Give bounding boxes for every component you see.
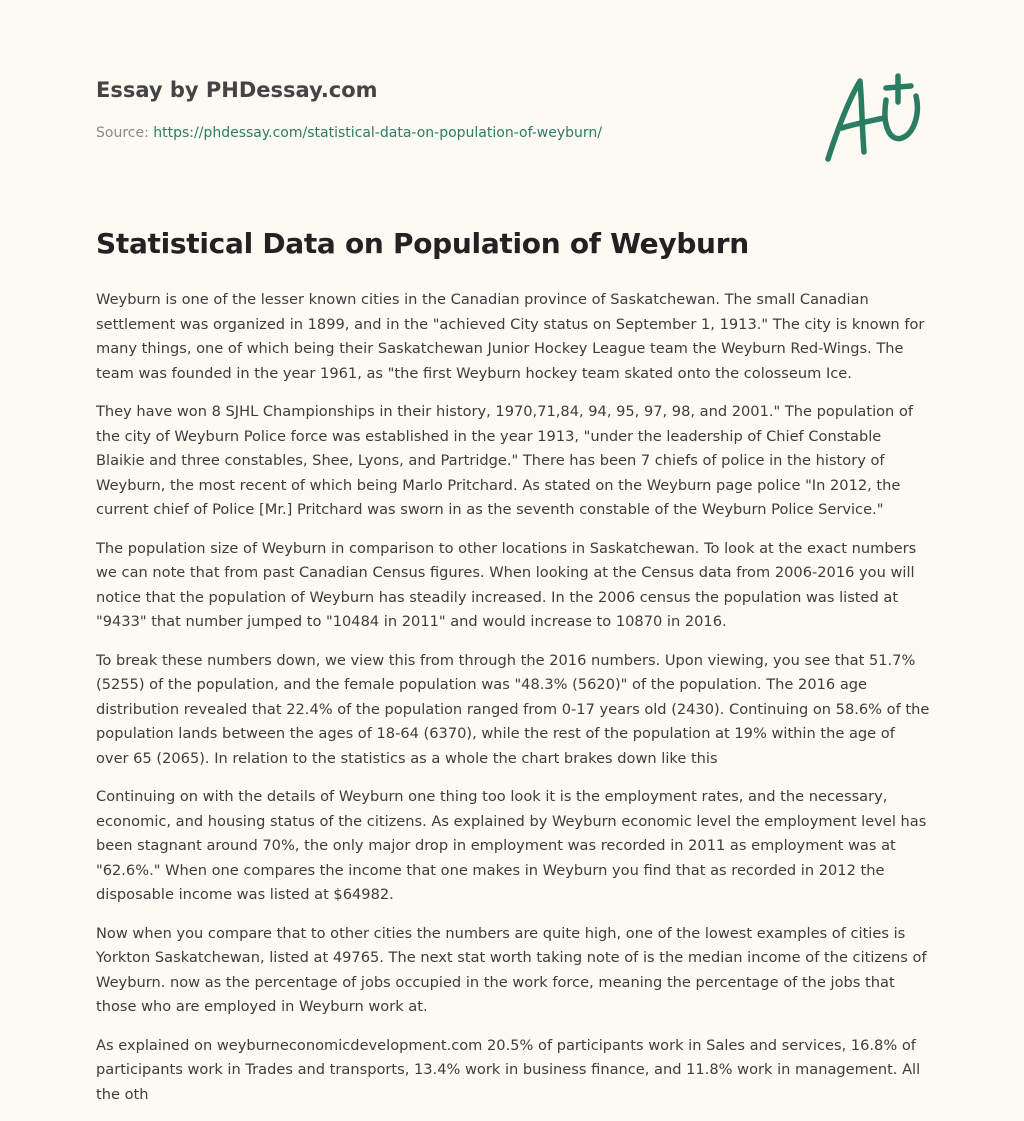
source-link[interactable]: https://phdessay.com/statistical-data-on-population-of-weyburn/ <box>153 125 602 141</box>
source-label: Source: <box>96 125 154 141</box>
article-paragraph: Weyburn is one of the lesser known cities in the Canadian province of Saskatchewan. The small Canadian settlement was organized in 1899, and in the "achieved City status on September 1, 1913." The city is known for many things, one of which being their Saskatchewan Junior Hockey League team the Weyburn Red-Wings. The team was founded in the year 1961, as "the first Weyburn hockey team skated onto the colosseum Ice. <box>96 291 925 382</box>
source-line <box>96 123 796 143</box>
a-plus-logo-icon <box>818 66 930 166</box>
article-paragraph: They have won 8 SJHL Championships in their history, 1970,71,84, 94, 95, 97, 98, and 2001." The population of the city of Weyburn Police force was established in the year 1913, "under the leadership of Chief Constable Blaikie and three constables, Shee, Lyons, and Partridge." There has been 7 chiefs of police in the history of Weyburn, the most recent of which being Marlo Pritchard. As stated on the Weyburn page police "In 2012, the current chief of Police [Mr.] Pritchard was sworn in as the seventh constable of the Weyburn Police Service." <box>96 403 914 518</box>
article-paragraph: To break these numbers down, we view this from through the 2016 numbers. Upon viewing, you see that 51.7% (5255) of the population, and the female population was "48.3% (5620)" of the population. The 2016 age distribution revealed that 22.4% of the population ranged from 0-17 years old (2430). Continuing on 58.6% of the population lands between the ages of 18-64 (6370), while the rest of the population at 19% within the age of over 65 (2065). In relation to the statistics as a whole the chart brakes down like this <box>96 651 930 767</box>
article-title: Statistical Data on Population of Weyburn <box>96 227 749 260</box>
article <box>96 224 932 1121</box>
brand-name: Essay by PHDessay.com <box>96 78 378 102</box>
article-paragraph: As explained on weyburneconomicdevelopment.com 20.5% of participants work in Sales and services, 16.8% of participants work in Trades and transports, 13.4% work in business finance, and 11.8% work in management. All the oth <box>96 1036 921 1103</box>
essay-header <box>96 76 796 143</box>
article-paragraph: The population size of Weyburn in comparison to other locations in Saskatchewan. To look at the exact numbers we can note that from past Canadian Census figures. When looking at the Census data from 2006-2016 you will notice that the population of Weyburn has steadily increased. In the 2006 census the population was listed at "9433" that number jumped to "10484 in 2011" and would increase to 10870 in 2016. <box>96 539 917 630</box>
article-paragraph: Continuing on with the details of Weyburn one thing too look it is the employment rates, and the necessary, economic, and housing status of the citizens. As explained by Weyburn economic level the employment level has been stagnant around 70%, the only major drop in employment was recorded in 2011 as employment was at "62.6%." When one compares the income that one makes in Weyburn you find that as recorded in 2012 the disposable income was listed at $64982. <box>96 788 927 903</box>
article-paragraph: Now when you compare that to other cities the numbers are quite high, one of the lowest examples of cities is Yorkton Saskatchewan, listed at 49765. The next stat worth taking note of is the median income of the citizens of Weyburn. now as the percentage of jobs occupied in the work force, meaning the percentage of the jobs that those who are employed in Weyburn work at. <box>96 924 927 1015</box>
